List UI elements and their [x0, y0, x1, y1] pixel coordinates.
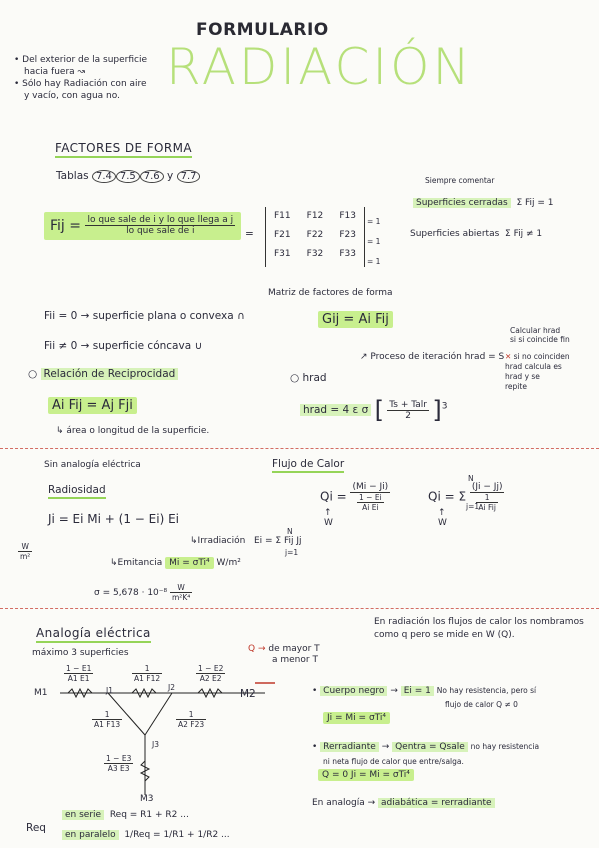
arrow-right-icon: →	[257, 644, 266, 654]
node-m3: M3	[140, 794, 154, 804]
en-analogia-row: En analogía → adiabática = rerradiante	[312, 798, 495, 808]
proceso-iteracion: ↗ Proceso de iteración hrad = S	[360, 352, 505, 362]
hrad-label: ○ hrad	[290, 372, 327, 384]
section-divider	[0, 608, 599, 609]
radiosidad-heading: Radiosidad	[48, 484, 106, 496]
reciprocidad-eq: Ai Fij = Aj Fji	[48, 398, 137, 413]
r23-resistance: $\frac{1}{A2 F23}$	[178, 710, 205, 729]
r13-resistance: $\frac{1}{A1 F13}$	[94, 710, 121, 729]
tablas-row: Tablas 7.4 7.5 7.6 y 7.7	[56, 170, 200, 183]
calc-note: Calcular hrad si si coincide fin	[510, 326, 570, 344]
r1-resistance: $\frac{1 - E1}{A1 E1}$	[66, 664, 92, 683]
node-j1: J1	[106, 686, 113, 695]
radiosidad-unit: $\frac{W}{\text{m²}}$	[20, 542, 31, 561]
matrix-caption: Matriz de factores de forma	[268, 288, 393, 298]
arrow-right-icon: →	[80, 340, 90, 352]
formulario-title: FORMULARIO	[196, 20, 329, 40]
equals-sign: =	[245, 228, 254, 240]
node-m1: M1	[34, 688, 48, 698]
cuerpo-negro-eq: Ji = Mi = σTi⁴	[323, 713, 390, 723]
bullet-icon: ○	[290, 372, 303, 384]
reciprocidad-heading: ○ Relación de Reciprocidad	[28, 368, 178, 380]
cuerpo-negro-row: • Cuerpo negro → Ei = 1 No hay resistencia, pero sí	[312, 686, 537, 696]
header-notes: • Del exterior de la superficie hacia fuera ↝ • Sólo hay Radiación con aire y vacío, con agua no.	[14, 55, 148, 101]
rerradiante-eq: Q = 0 Ji = Mi = σTi⁴	[318, 770, 414, 780]
r2-resistance: $\frac{1 - E2}{A2 E2}$	[198, 664, 224, 683]
siempre-note: Siempre comentar	[425, 176, 495, 185]
rerradiante-row: • Rerradiante → Qentra = Qsale no hay resistencia	[312, 742, 540, 752]
flujo-heading: Flujo de Calor	[272, 458, 344, 470]
corner-arrow-icon: ↳	[110, 558, 118, 568]
sigma-const: σ = 5,678 · 10⁻⁸ $\frac{W}{\text{m²K⁴}}$	[94, 583, 191, 602]
thermal-circuit-diagram	[20, 665, 280, 805]
irradiacion-row: ↳Irradiación Ei = Σ Fij Jj	[190, 536, 302, 546]
fij-definition: Fij = $\frac{\text{lo que sale de i y lo que llega a j}}{\text{lo que sale de i}}$	[44, 215, 241, 236]
r12-resistance: $\frac{1}{A1 F12}$	[134, 664, 161, 683]
qi-eq-1: Qi = $\frac{(Mi - Ji)}{\frac{1 - Ei}{\text{Ai Ei}}}$	[320, 482, 389, 512]
req-label: Req	[26, 822, 46, 834]
section-divider	[0, 448, 599, 449]
irr-sum-top: N	[287, 527, 293, 536]
arrow-icon: ↗	[360, 352, 371, 362]
w-arrow: ↑ W	[324, 508, 333, 528]
factores-heading: FACTORES DE FORMA	[55, 141, 192, 155]
matrix-row-sums: = 1 = 1 = 1	[367, 217, 381, 266]
node-j3: J3	[152, 740, 159, 749]
abiertas-row: Superficies abiertas Σ Fij ≠ 1	[410, 229, 543, 239]
form-factor-matrix: F11 F12 F13 F21 F22 F23 F31 F32 F33	[265, 207, 365, 267]
qi-eq-2: Qi = Σ $\frac{(Ji - Jj)}{\frac{1}{\text{Ai Fij}}}$	[428, 482, 503, 512]
max3-note: máximo 3 superficies	[32, 648, 129, 658]
corner-arrow-icon: ↳	[190, 536, 198, 546]
radiosidad-eq: Ji = Ei Mi + (1 − Ei) Ei	[48, 512, 179, 526]
qi2-sum-bot: j=1	[466, 502, 480, 511]
cross-icon: ✕	[505, 352, 514, 361]
bullet-icon: •	[14, 55, 23, 65]
reciprocidad-desc: ↳ área o longitud de la superficie.	[56, 426, 210, 436]
q-direction-note: Q → de mayor T a menor T	[248, 644, 320, 665]
paralelo-row: en paralelo 1/Req = 1/R1 + 1/R2 ...	[62, 830, 230, 840]
gij-eq: Gij = Ai Fij	[318, 312, 393, 327]
rerradiante-desc: ni neta flujo de calor que entre/salga.	[323, 757, 464, 766]
irr-sum-bot: j=1	[285, 548, 299, 557]
serie-row: en serie Req = R1 + R2 ...	[62, 810, 189, 820]
sin-analogia: Sin analogía eléctrica	[44, 460, 141, 470]
qi2-sum-top: N	[468, 474, 474, 483]
bullet-icon: ○	[28, 368, 41, 380]
w-arrow: ↑ W	[438, 508, 447, 528]
fii-zero-row: Fii = 0 → superficie plana o convexa ∩	[44, 310, 245, 322]
node-m2: M2	[240, 688, 256, 700]
analogia-intro: En radiación los flujos de calor los nombramos como q pero se mide en W (Q).	[374, 617, 584, 640]
bullet-icon: •	[312, 686, 321, 696]
arrow-right-icon: →	[367, 798, 376, 808]
emitancia-row: ↳Emitancia Mi = σTi⁴ W/m²	[110, 558, 241, 568]
radiacion-title: RADIACIÓN	[166, 38, 473, 96]
cerradas-row: Superficies cerradas Σ Fij = 1	[413, 198, 554, 208]
cuerpo-negro-desc: flujo de calor Q ≠ 0	[445, 700, 518, 709]
no-coinciden-note: ✕ si no coinciden hrad calcula es hrad y se repite	[505, 352, 570, 391]
r3-resistance: $\frac{1 - E3}{A3 E3}$	[106, 754, 132, 773]
analogia-heading: Analogía eléctrica	[36, 626, 151, 640]
node-j2: J2	[168, 683, 175, 692]
curved-arrow-icon: ↝	[77, 67, 86, 77]
hrad-eq: hrad = 4 ε σ [ $\frac{\text{Ts + Talr}}{2}$ ]$^3$	[300, 396, 447, 424]
fii-nonzero-row: Fii ≠ 0 → superficie cóncava ∪	[44, 340, 203, 352]
bullet-icon: •	[312, 742, 321, 752]
corner-arrow-icon: ↳	[56, 426, 67, 436]
arrow-right-icon: →	[80, 310, 90, 322]
bullet-icon: •	[14, 79, 23, 89]
